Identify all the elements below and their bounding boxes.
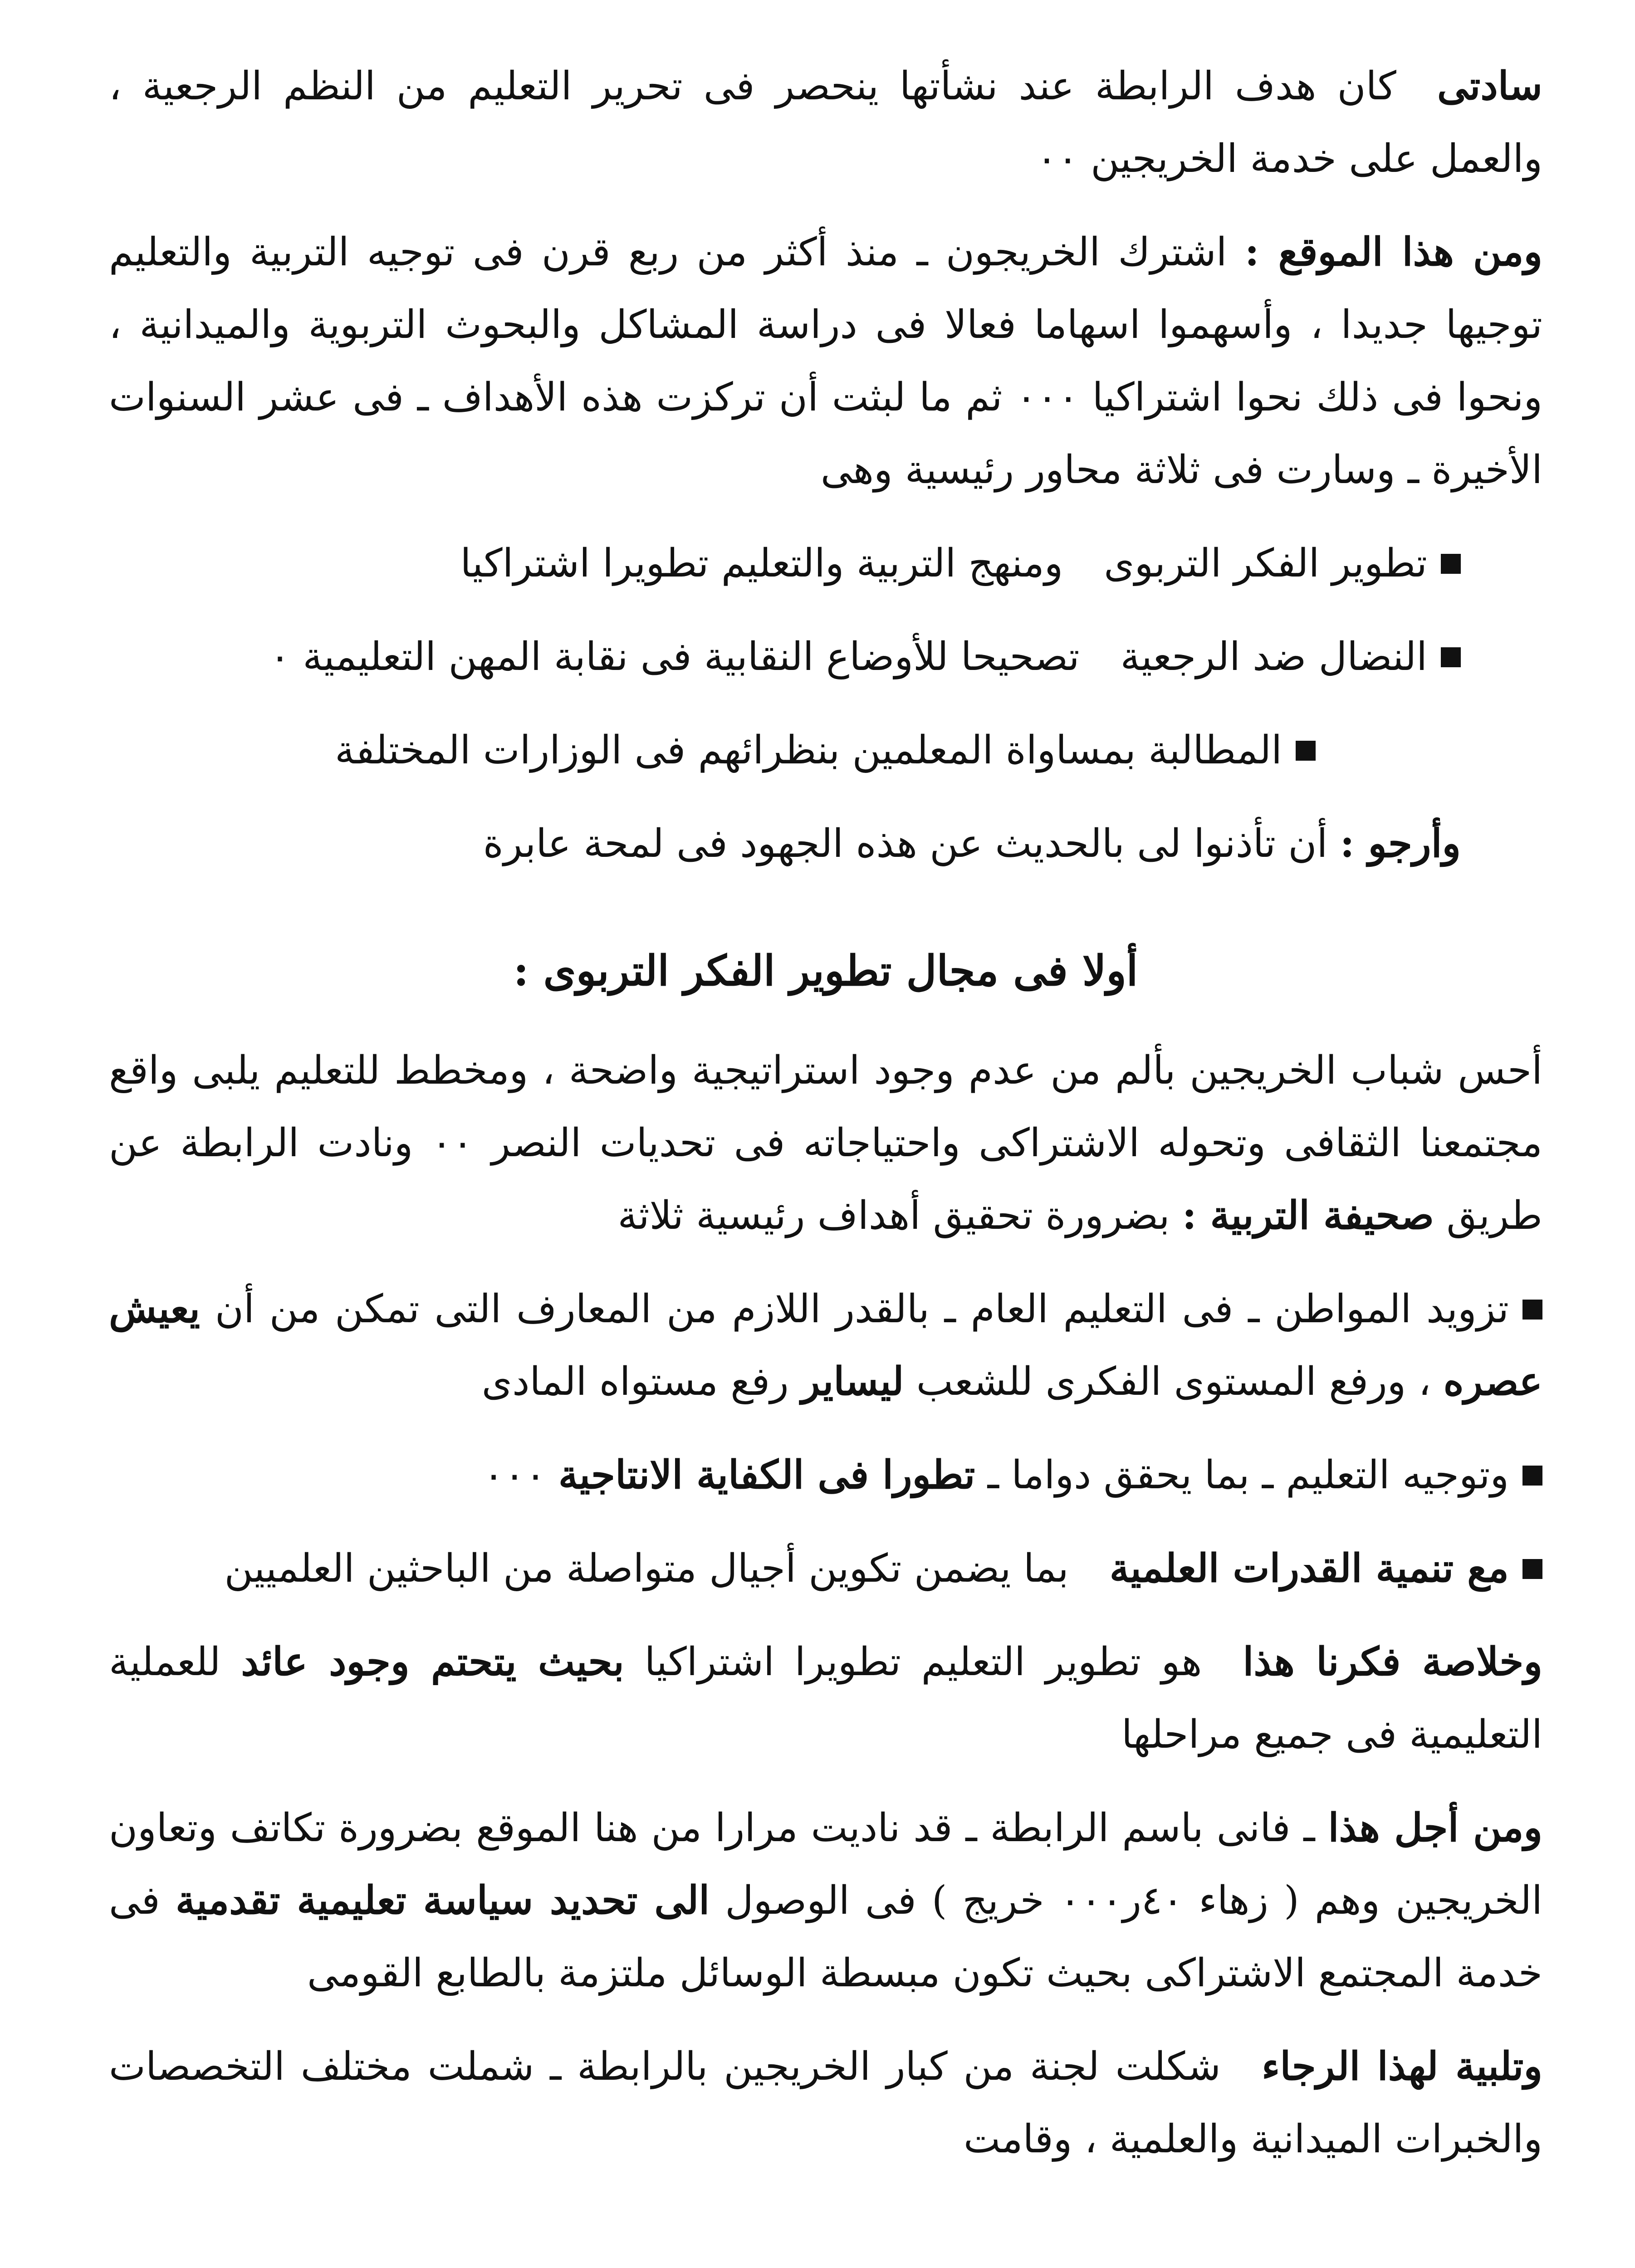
paragraph-text: أن تأذنوا لى بالحديث عن هذه الجهود فى لمحة عابرة bbox=[483, 821, 1328, 866]
paragraph-text: اشترك الخريجون ـ منذ أكثر من ربع قرن فى توجيه التربية والتعليم توجيها جديدا ، وأسهموا اسهاما فعالا فى دراسة المشاكل والبحوث التربوية والميدانية ، ونحوا فى ذلك نحوا اشتراكيا ٠٠٠ ثم ما لبثت أن تركزت هذه الأهداف ـ فى عشر السنوات الأخيرة ـ وسارت فى ثلاثة محاور رئيسية وهى bbox=[109, 230, 1542, 493]
paragraph-lead: ومن هذا الموقع : bbox=[1244, 229, 1542, 275]
aim-text: ، ورفع المستوى الفكرى للشعب bbox=[916, 1359, 1431, 1404]
aim-emphasis: مع تنمية القدرات العلمية bbox=[1109, 1545, 1509, 1591]
square-bullet-icon bbox=[1441, 647, 1461, 667]
aim-text: ٠٠٠ bbox=[483, 1452, 546, 1498]
aim-item bbox=[109, 1532, 1542, 1605]
paragraph-text: هو تطوير التعليم تطويرا اشتراكيا bbox=[644, 1639, 1202, 1685]
paragraph-strategy bbox=[109, 1034, 1542, 1252]
aim-emphasis: يعيش عصره bbox=[109, 1286, 1542, 1404]
paragraph-text: شكلت لجنة من كبار الخريجين بالرابطة ـ شملت مختلف التخصصات والخبرات الميدانية والعلمية ، وقامت bbox=[109, 2044, 1542, 2162]
paragraph-emphasis: صحيفة التربية : bbox=[1182, 1193, 1434, 1238]
paragraph-summary bbox=[109, 1626, 1542, 1771]
paragraph-committee bbox=[109, 2030, 1542, 2175]
paragraph-lead: وخلاصة فكرنا هذا bbox=[1243, 1639, 1542, 1685]
square-bullet-icon bbox=[1522, 1466, 1542, 1486]
goal-item-b: تصحيحا للأوضاع النقابية فى نقابة المهن التعليمية ٠ bbox=[269, 634, 1080, 679]
paragraph-call bbox=[109, 1792, 1542, 2009]
aim-emphasis: تطورا فى الكفاية الانتاجية bbox=[558, 1452, 975, 1498]
aim-item bbox=[109, 1439, 1542, 1511]
paragraph-text: للعملية التعليمية فى جميع مراحلها bbox=[109, 1639, 1542, 1757]
square-bullet-icon bbox=[1522, 1300, 1542, 1320]
paragraph-request bbox=[109, 807, 1542, 880]
goal-item-a: النضال ضد الرجعية bbox=[1120, 634, 1427, 679]
square-bullet-icon bbox=[1441, 554, 1461, 574]
paragraph-text: ـ فانى باسم الرابطة ـ قد ناديت مرارا من هنا الموقع بضرورة تكاتف وتعاون الخريجين وهم ( زهاء ٤٠ر٠٠٠ خريج ) فى الوصول bbox=[109, 1805, 1543, 1923]
paragraph-lead: سادتى bbox=[1437, 63, 1542, 109]
goal-item bbox=[109, 527, 1542, 600]
goal-item-a: تطوير الفكر التربوى bbox=[1104, 541, 1427, 586]
square-bullet-icon bbox=[1522, 1559, 1542, 1579]
aim-text: بما يضمن تكوين أجيال متواصلة من الباحثين العلميين bbox=[224, 1546, 1069, 1591]
goal-item-a: المطالبة بمساواة المعلمين بنظرائهم فى الوزارات المختلفة bbox=[335, 728, 1282, 773]
paragraph-position bbox=[109, 216, 1542, 506]
aim-text: رفع مستواه المادى bbox=[481, 1359, 789, 1404]
aim-emphasis: ليساير bbox=[801, 1359, 904, 1404]
aim-text: وتوجيه التعليم ـ بما يحقق دواما ـ bbox=[987, 1452, 1509, 1498]
document-page bbox=[109, 50, 1542, 2196]
square-bullet-icon bbox=[1296, 741, 1316, 761]
paragraph-text: فى خدمة المجتمع الاشتراكى بحيث تكون مبسطة الوسائل ملتزمة بالطابع القومى bbox=[109, 1878, 1542, 1996]
section-heading: أولا فى مجال تطوير الفكر التربوى : bbox=[513, 946, 1138, 995]
paragraph-emphasis: الى تحديد سياسة تعليمية تقدمية bbox=[175, 1877, 710, 1923]
paragraph-text: بضرورة تحقيق أهداف رئيسية ثلاثة bbox=[617, 1193, 1170, 1238]
goal-item-b: ومنهج التربية والتعليم تطويرا اشتراكيا bbox=[460, 541, 1063, 586]
aim-text: تزويد المواطن ـ فى التعليم العام ـ بالقدر اللازم من المعارف التى تمكن من أن bbox=[215, 1286, 1509, 1332]
paragraph-text: كان هدف الرابطة عند نشأتها ينحصر فى تحرير التعليم من النظم الرجعية ، والعمل على خدمة الخريجين ٠٠ bbox=[109, 64, 1542, 181]
goal-item bbox=[109, 714, 1542, 787]
paragraph-lead: ومن أجل هذا bbox=[1328, 1805, 1543, 1851]
paragraph-intro bbox=[109, 50, 1542, 195]
paragraph-lead: وتلبية لهذا الرجاء bbox=[1261, 2043, 1542, 2089]
goal-item bbox=[109, 621, 1542, 693]
paragraph-text: أحس شباب الخريجين بألم من عدم وجود استراتيجية واضحة ، ومخطط للتعليم يلبى واقع مجتمعنا الثقافى وتحوله الاشتراكى واحتياجاته فى تحديات النصر ٠٠ ونادت الرابطة عن طريق bbox=[109, 1048, 1542, 1238]
paragraph-emphasis: بحيث يتحتم وجود عائد bbox=[241, 1639, 624, 1685]
paragraph-lead: وأرجو : bbox=[1340, 821, 1461, 866]
aim-item bbox=[109, 1273, 1542, 1418]
